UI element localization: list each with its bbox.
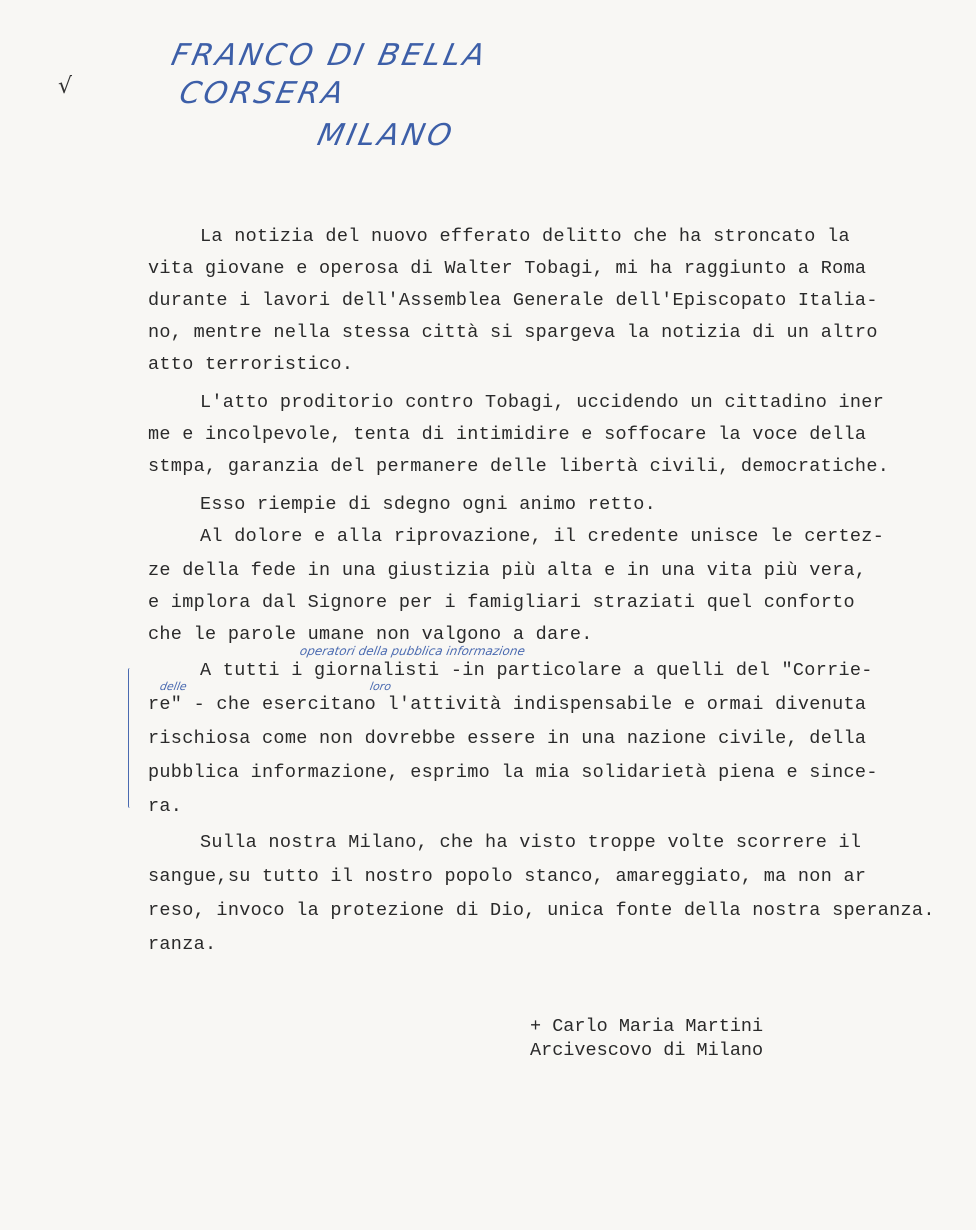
- body-line-2: vita giovane e operosa di Walter Tobagi, mi ha raggiunto a Roma: [148, 258, 867, 279]
- body-line-5: atto terroristico.: [148, 354, 354, 375]
- handwritten-newspaper: CORSERA: [176, 76, 350, 111]
- body-line-19: Sulla nostra Milano, che ha visto troppe volte scorrere il: [200, 832, 862, 853]
- body-line-15: re" - che esercitano l'attività indispensabile e ormai divenuta: [148, 694, 867, 715]
- body-line-22: ranza.: [148, 934, 217, 955]
- body-line-21: reso, invoco la protezione di Dio, unica fonte della nostra speranza.: [148, 900, 935, 921]
- handwritten-city: MILANO: [314, 118, 458, 153]
- body-line-7: me e incolpevole, tenta di intimidire e soffocare la voce della: [148, 424, 867, 445]
- body-line-13: che le parole umane non valgono a dare.: [148, 624, 593, 645]
- body-line-8: stmpa, garanzia del permanere delle libertà civili, democratiche.: [148, 456, 890, 477]
- signature-title: Arcivescovo di Milano: [530, 1040, 764, 1061]
- annotation-loro: loro: [368, 680, 393, 693]
- body-line-1: La notizia del nuovo efferato delitto che ha stroncato la: [200, 226, 850, 247]
- body-line-6: L'atto proditorio contro Tobagi, uccidendo un cittadino iner: [200, 392, 885, 413]
- annotation-operatori: operatori della pubblica informazione: [298, 644, 527, 658]
- body-line-18: ra.: [148, 796, 183, 817]
- body-line-12: e implora dal Signore per i famigliari straziati quel conforto: [148, 592, 855, 613]
- body-line-4: no, mentre nella stessa città si spargeva la notizia di un altro: [148, 322, 878, 343]
- body-line-14: A tutti i giornalisti -in particolare a quelli del "Corrie-: [200, 660, 873, 681]
- check-mark: √: [58, 74, 73, 99]
- body-line-17: pubblica informazione, esprimo la mia solidarietà piena e since-: [148, 762, 878, 783]
- margin-edit-bar: [128, 668, 133, 808]
- body-line-16: rischiosa come non dovrebbe essere in una nazione civile, della: [148, 728, 867, 749]
- handwritten-recipient-name: FRANCO DI BELLA: [168, 38, 491, 73]
- body-line-11: ze della fede in una giustizia più alta e in una vita più vera,: [148, 560, 867, 581]
- signature-name: + Carlo Maria Martini: [530, 1016, 764, 1037]
- annotation-delle: delle: [158, 680, 188, 693]
- body-line-10: Al dolore e alla riprovazione, il credente unisce le certez-: [200, 526, 885, 547]
- body-line-3: durante i lavori dell'Assemblea Generale dell'Episcopato Italia-: [148, 290, 878, 311]
- body-line-20: sangue,su tutto il nostro popolo stanco, amareggiato, ma non ar: [148, 866, 867, 887]
- body-line-9: Esso riempie di sdegno ogni animo retto.: [200, 494, 657, 515]
